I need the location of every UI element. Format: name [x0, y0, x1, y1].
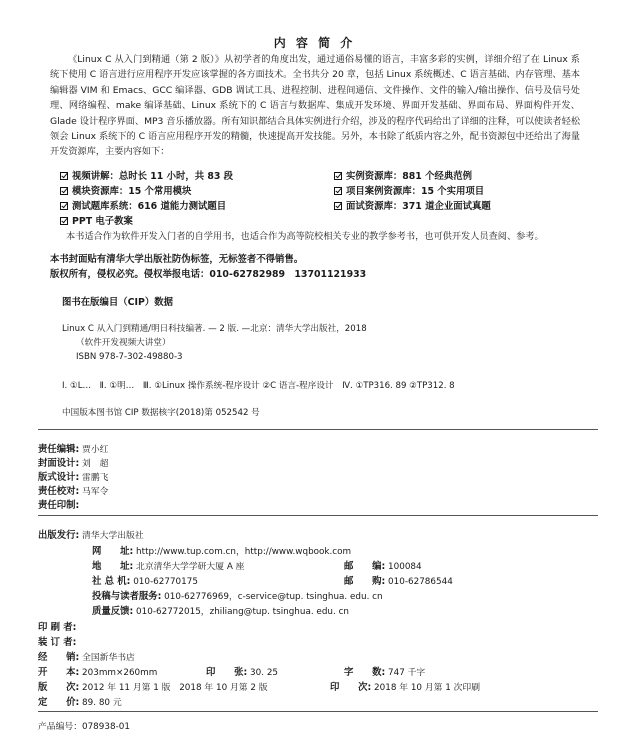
binder-row: 装 订 者: — [38, 637, 77, 648]
edition-row: 版 次: 2012 年 11 月第 1 版 2018 年 10 月第 2 版 — [38, 682, 268, 693]
intro-paragraph: 《Linux C 从入门到精通（第 2 版）》从初学者的角度出发，通过通俗易懂的语言，丰富多彩的实例，详细介绍了在 Linux 系统下使用 C 语言进行应用程序开发应该掌握的各方面技术。全书共分 20 章，包括 Linux 系统概述、C 语言基础、内存管理、基本编辑器 VIM 和 Emacs、GCC 编译器、GDB 调试工具、进程控制、进程间通信、文件操作、文件的输入/输出操作、信号及信号处理、网络编程、make 编译基础、Linux 系统下的 C 语言与数据库、集成开发环境、界面开发基础、界面布局、界面构件开发、Glade 设计程序界面、MP3 音乐播放器。所有知识都结合具体实例进行介绍，涉及的程序代码给出了详细的注释，可以使读者轻松领会 Linux 系统下的 C 语言应用程序开发的精髓，快速提高开发技能。另外，本书除了纸质内容之外，配书资源包中还给出了海量开发资源库，主要内容如下： — [50, 54, 580, 158]
publisher-web: 网 址: http://www.tup.com.cn，http://www.wqbook.com — [92, 546, 352, 557]
publisher-row: 出版发行: 清华大学出版社 — [38, 530, 144, 541]
resource-item: 项目案例资源库：15 个实用项目 — [334, 184, 484, 199]
checkbox-icon — [334, 187, 342, 195]
staff-row: 责任印制: — [38, 500, 80, 511]
cip-classification: Ⅰ. ①L… Ⅱ. ①明… Ⅲ. ①Linux 操作系统-程序设计 ②C 语言-程序设计 Ⅳ. ①TP316. 89 ②TP312. 8 — [62, 381, 455, 391]
resource-item: 模块资源库：15 个常用模块 — [60, 184, 191, 199]
distributor-row: 经 销: 全国新华书店 — [38, 652, 135, 663]
checkbox-icon — [60, 202, 68, 210]
publisher-quality: 质量反馈: 010-62772015，zhiliang@tup. tsinghua. edu. cn — [92, 606, 350, 617]
resource-item: PPT 电子教案 — [60, 214, 133, 229]
checkbox-icon — [60, 172, 68, 180]
divider — [38, 515, 598, 516]
printer-row: 印 刷 者: — [38, 622, 77, 633]
price-row: 定 价: 89. 80 元 — [38, 697, 122, 708]
words-row: 字 数: 747 千字 — [344, 667, 426, 678]
product-code: 产品编号：078938-01 — [38, 722, 130, 732]
checkbox-icon — [334, 202, 342, 210]
audience-text: 本书适合作为软件开发入门者的自学用书，也适合作为高等院校相关专业的教学参考书，也可供开发人员查阅、参考。 — [66, 231, 544, 242]
staff-row: 责任编辑: 贾小红 — [38, 444, 109, 455]
checkbox-icon — [60, 187, 68, 195]
format-row: 开 本: 203mm×260mm — [38, 667, 158, 678]
checkbox-icon — [334, 172, 342, 180]
cip-line1: Linux C 从入门到精通/明日科技编著. — 2 版. —北京：清华大学出版社，2018 — [62, 324, 367, 334]
resource-item: 实例资源库：881 个经典范例 — [334, 169, 472, 184]
staff-row: 封面设计: 刘 超 — [38, 458, 109, 469]
resource-item: 测试题库系统：616 道能力测试题目 — [60, 199, 226, 214]
publisher-address: 地 址: 北京清华大学学研大厦 A 座 — [92, 561, 245, 572]
publisher-zip: 邮 编: 100084 — [344, 561, 422, 572]
divider — [38, 711, 598, 712]
sheets-row: 印 张: 30. 25 — [206, 667, 279, 678]
publisher-service: 投稿与读者服务: 010-62776969，c-service@tup. tsinghua. edu. cn — [92, 591, 383, 602]
security-notice: 本书封面贴有清华大学出版社防伪标签，无标签者不得销售。 — [50, 254, 304, 265]
cip-line2: （软件开发视频大讲堂） — [76, 338, 171, 348]
checkbox-icon — [60, 217, 68, 225]
cip-heading: 图书在版编目（CIP）数据 — [62, 297, 173, 308]
resource-item: 面试资源库：371 道企业面试真题 — [334, 199, 491, 214]
staff-row: 责任校对: 马军令 — [38, 486, 109, 497]
publisher-mail: 邮 购: 010-62786544 — [344, 576, 453, 587]
publisher-switchboard: 社 总 机: 010-62770175 — [92, 576, 198, 587]
page-title: 内 容 简 介 — [273, 36, 356, 50]
copyright-notice: 版权所有，侵权必究。侵权举报电话：010-62782989 13701121933 — [50, 269, 367, 280]
staff-row: 版式设计: 雷鹏飞 — [38, 472, 109, 483]
cip-isbn: ISBN 978-7-302-49880-3 — [76, 352, 183, 362]
resource-item: 视频讲解：总时长 11 小时，共 83 段 — [60, 169, 233, 184]
cip-record: 中国版本图书馆 CIP 数据核字(2018)第 052542 号 — [62, 408, 260, 418]
divider — [38, 429, 598, 430]
impression-row: 印 次: 2018 年 10 月第 1 次印刷 — [330, 682, 480, 693]
